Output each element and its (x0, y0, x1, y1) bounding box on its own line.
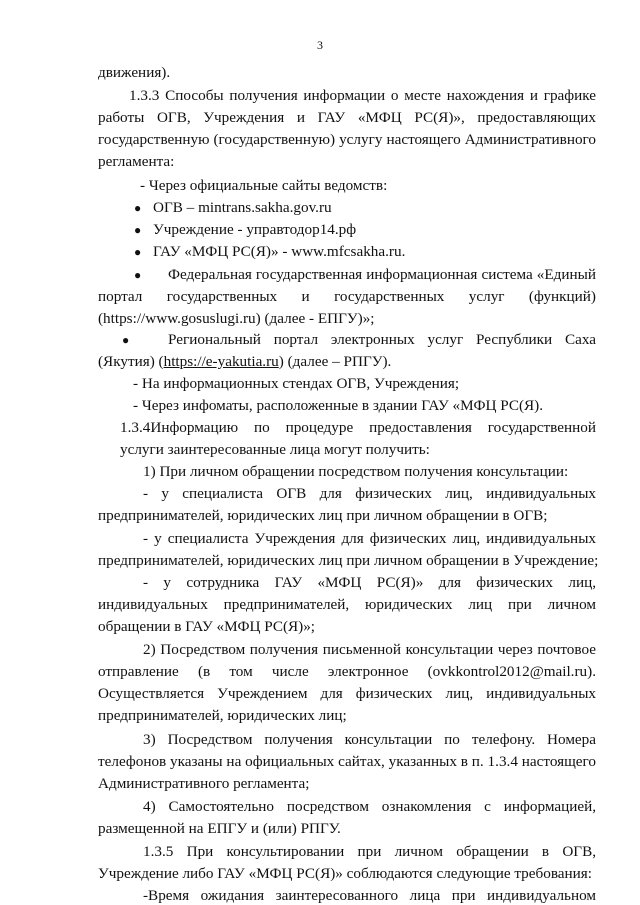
text-line: (https://www.gosuslugi.ru) (далее - ЕПГУ)»; (98, 310, 375, 327)
text-line: предпринимателей, юридических лиц при личном обращении в Учреждение; (98, 552, 599, 569)
text-line: 1) При личном обращении посредством получения консультации: (143, 463, 569, 480)
text-line: портал государственных и государственных услуг (функций) (98, 288, 596, 305)
text-line: обращении в ГАУ «МФЦ РС(Я)»; (98, 618, 316, 635)
bullet-icon: ● (134, 245, 142, 259)
text-line: регламента: (98, 153, 175, 170)
text-line: телефонов указаны на официальных сайтах, указанных в п. 1.3.4 настоящего (98, 753, 596, 770)
section-heading-1-3-4: 1.3.4Информацию по процедуре предоставления государственной (120, 419, 596, 436)
text-line: движения). (98, 64, 171, 81)
text-line: предпринимателей, юридических лиц при личном обращении в ОГВ; (98, 507, 548, 524)
text-line: 4) Самостоятельно посредством ознакомления с информацией, (143, 798, 596, 815)
text-line: отправление (в том числе электронное (ovkkontrol2012@mail.ru). (98, 663, 596, 680)
text-line: - у специалиста Учреждения для физических лиц, индивидуальных (143, 530, 596, 547)
text-line: индивидуальных предпринимателей, юридических лиц при личном (98, 596, 596, 613)
list-item: Учреждение - управтодор14.рф (153, 221, 357, 238)
text-line: Осуществляется Учреждением для физических лиц, индивидуальных (98, 685, 596, 702)
text-line: - у специалиста ОГВ для физических лиц, индивидуальных (143, 485, 596, 502)
text-line: - На информационных стендах ОГВ, Учреждения; (133, 375, 460, 392)
section-heading-1-3-5: 1.3.5 При консультировании при личном обращении в ОГВ, (143, 843, 596, 860)
text-line: размещенной на ЕПГУ и (или) РПГУ. (98, 820, 341, 837)
text-line: - Через официальные сайты ведомств: (140, 177, 388, 194)
list-item: Федеральная государственная информационная система «Единый (168, 266, 596, 283)
text-line: работы ОГВ, Учреждения и ГАУ «МФЦ РС(Я)», предоставляющих (98, 109, 596, 126)
text-line: - у сотрудника ГАУ «МФЦ РС(Я)» для физических лиц, (143, 574, 596, 591)
text-line (98, 352, 596, 371)
text-line: Учреждение либо ГАУ «МФЦ РС(Я)» соблюдаются следующие требования: (98, 865, 593, 882)
text-line: услуги заинтересованные лица могут получить: (120, 441, 430, 458)
text-fragment: (Якутия) ( (98, 353, 164, 370)
text-line: предпринимателей, юридических лиц; (98, 707, 347, 724)
text-fragment: ) (далее – РПГУ). (278, 353, 392, 370)
text-line: -Время ожидания заинтересованного лица при индивидуальном (143, 887, 596, 904)
bullet-icon: ● (134, 201, 142, 215)
list-item: Региональный портал электронных услуг Республики Саха (168, 331, 596, 348)
page-number: 3 (317, 38, 323, 52)
text-line: Административного регламента; (98, 775, 310, 792)
bullet-icon: ● (134, 223, 142, 237)
bullet-icon: ● (134, 268, 142, 282)
text-line: 2) Посредством получения письменной консультации через почтовое (143, 641, 596, 658)
bullet-icon: ● (122, 333, 130, 347)
section-heading-1-3-3: 1.3.3 Способы получения информации о месте нахождения и графике (129, 87, 596, 104)
e-yakutia-link[interactable]: https://e-yakutia.ru (163, 353, 279, 370)
list-item: ОГВ – mintrans.sakha.gov.ru (153, 199, 332, 216)
list-item: ГАУ «МФЦ РС(Я)» - www.mfcsakha.ru. (153, 243, 406, 260)
text-line: - Через инфоматы, расположенные в здании ГАУ «МФЦ РС(Я). (133, 397, 544, 414)
text-line: 3) Посредством получения консультации по телефону. Номера (143, 731, 596, 748)
text-line: государственную (государственную) услугу настоящего Административного (98, 131, 596, 148)
